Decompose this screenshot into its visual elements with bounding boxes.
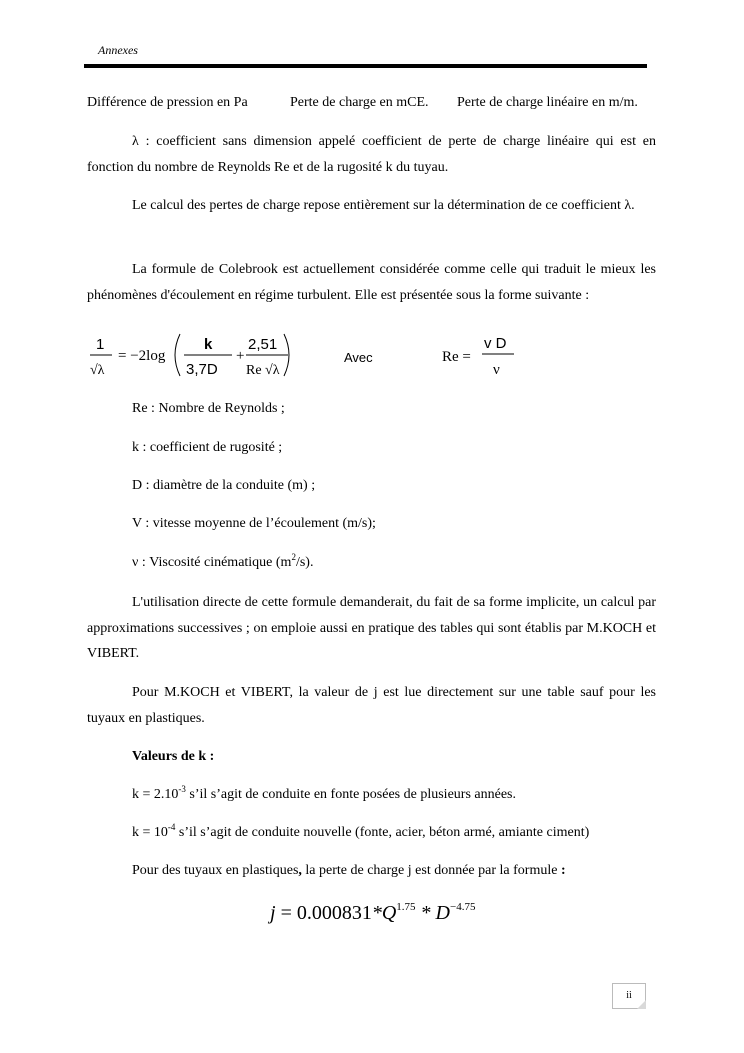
reynolds-formula (440, 330, 520, 380)
plastic-comma: , (298, 863, 302, 878)
formula-re-den: Re √λ (246, 363, 280, 378)
formula-k-den: 3,7D (186, 361, 218, 378)
k-value-2 (132, 822, 590, 841)
plastic-c: la perte de charge j est donnée par la formule (301, 863, 561, 878)
def-nu-b: /s). (295, 555, 314, 570)
def-d: D : diamètre de la conduite (m) ; (132, 478, 316, 493)
formula-k: k (204, 336, 213, 353)
formula-rhs: = −2log (118, 348, 166, 364)
k-value-1 (132, 784, 516, 803)
unit-mm: Perte de charge linéaire en m/m. (457, 95, 638, 110)
paragraph-koch: Pour M.KOCH et VIBERT, la valeur de j est lue directement sur une table sauf pour les tuyaux en plastiques. (87, 685, 656, 726)
k1-sup: -3 (178, 784, 186, 794)
k1-a: k = 2.10 (132, 787, 179, 802)
k1-b: s’il s’agit de conduite en fonte posées de plusieurs années. (185, 787, 516, 802)
paragraph-lambda: λ : coefficient sans dimension appelé coefficient de perte de charge linéaire qui est en fonction du nombre de Reynolds Re et de la rugosité k du tuyau. (87, 134, 656, 175)
formula-plus: + (236, 348, 245, 364)
j-var: j (270, 902, 276, 924)
re-lhs: Re = (442, 349, 471, 365)
header-rule (84, 64, 647, 68)
formula-sqrt-lambda: √λ (90, 363, 105, 378)
def-v: V : vitesse moyenne de l’écoulement (m/s); (132, 516, 376, 531)
def-k: k : coefficient de rugosité ; (132, 440, 283, 455)
avec-label: Avec (344, 350, 373, 365)
k-values-heading: Valeurs de k : (132, 749, 215, 764)
def-nu-a: ν : Viscosité cinématique (m (132, 555, 292, 570)
j-d: * D (415, 902, 450, 924)
plastic-a: Pour des tuyaux en plastiques (132, 863, 299, 878)
j-q: *Q (371, 902, 397, 924)
page-fold-corner (637, 1000, 646, 1009)
unit-mce: Perte de charge en mCE. (290, 95, 429, 110)
page-number-box (612, 983, 646, 1009)
j-eq: = 0.000831 (275, 902, 372, 924)
paragraph-utilisation: L'utilisation directe de cette formule demanderait, du fait de sa forme implicite, un calcul par approximations successives ; on emploie aussi en pratique des tables qui sont établis par M.KOCH et VIBERT. (87, 595, 656, 661)
page-number: ii (626, 990, 632, 1001)
j-q-exp: 1.75 (396, 901, 416, 913)
re-den: ν (493, 362, 500, 378)
paragraph-colebrook: La formule de Colebrook est actuellement considérée comme celle qui traduit le mieux les phénomènes d'écoulement en régime turbulent. Elle est présentée sous la forme suivante : (87, 262, 656, 303)
def-re: Re : Nombre de Reynolds ; (132, 401, 285, 416)
unit-pa: Différence de pression en Pa (87, 95, 248, 110)
paren-left (175, 334, 180, 376)
def-nu-sup: 2 (291, 552, 296, 562)
j-d-exp: −4.75 (450, 901, 476, 913)
formula-251: 2,51 (248, 336, 278, 353)
formula-one: 1 (96, 336, 105, 353)
plastic-line (132, 863, 566, 879)
paragraph-calcul: Le calcul des pertes de charge repose entièrement sur la détermination de ce coefficient λ. (132, 198, 635, 213)
k2-b: s’il s’agit de conduite nouvelle (fonte, acier, béton armé, amiante ciment) (175, 825, 590, 840)
running-header: Annexes (98, 43, 138, 57)
plastic-colon: : (560, 863, 566, 878)
colebrook-formula (88, 330, 388, 380)
k2-a: k = 10 (132, 825, 168, 840)
def-nu (132, 552, 314, 571)
k2-sup: -4 (167, 822, 176, 832)
j-formula (270, 902, 475, 925)
re-num: v D (484, 335, 507, 352)
